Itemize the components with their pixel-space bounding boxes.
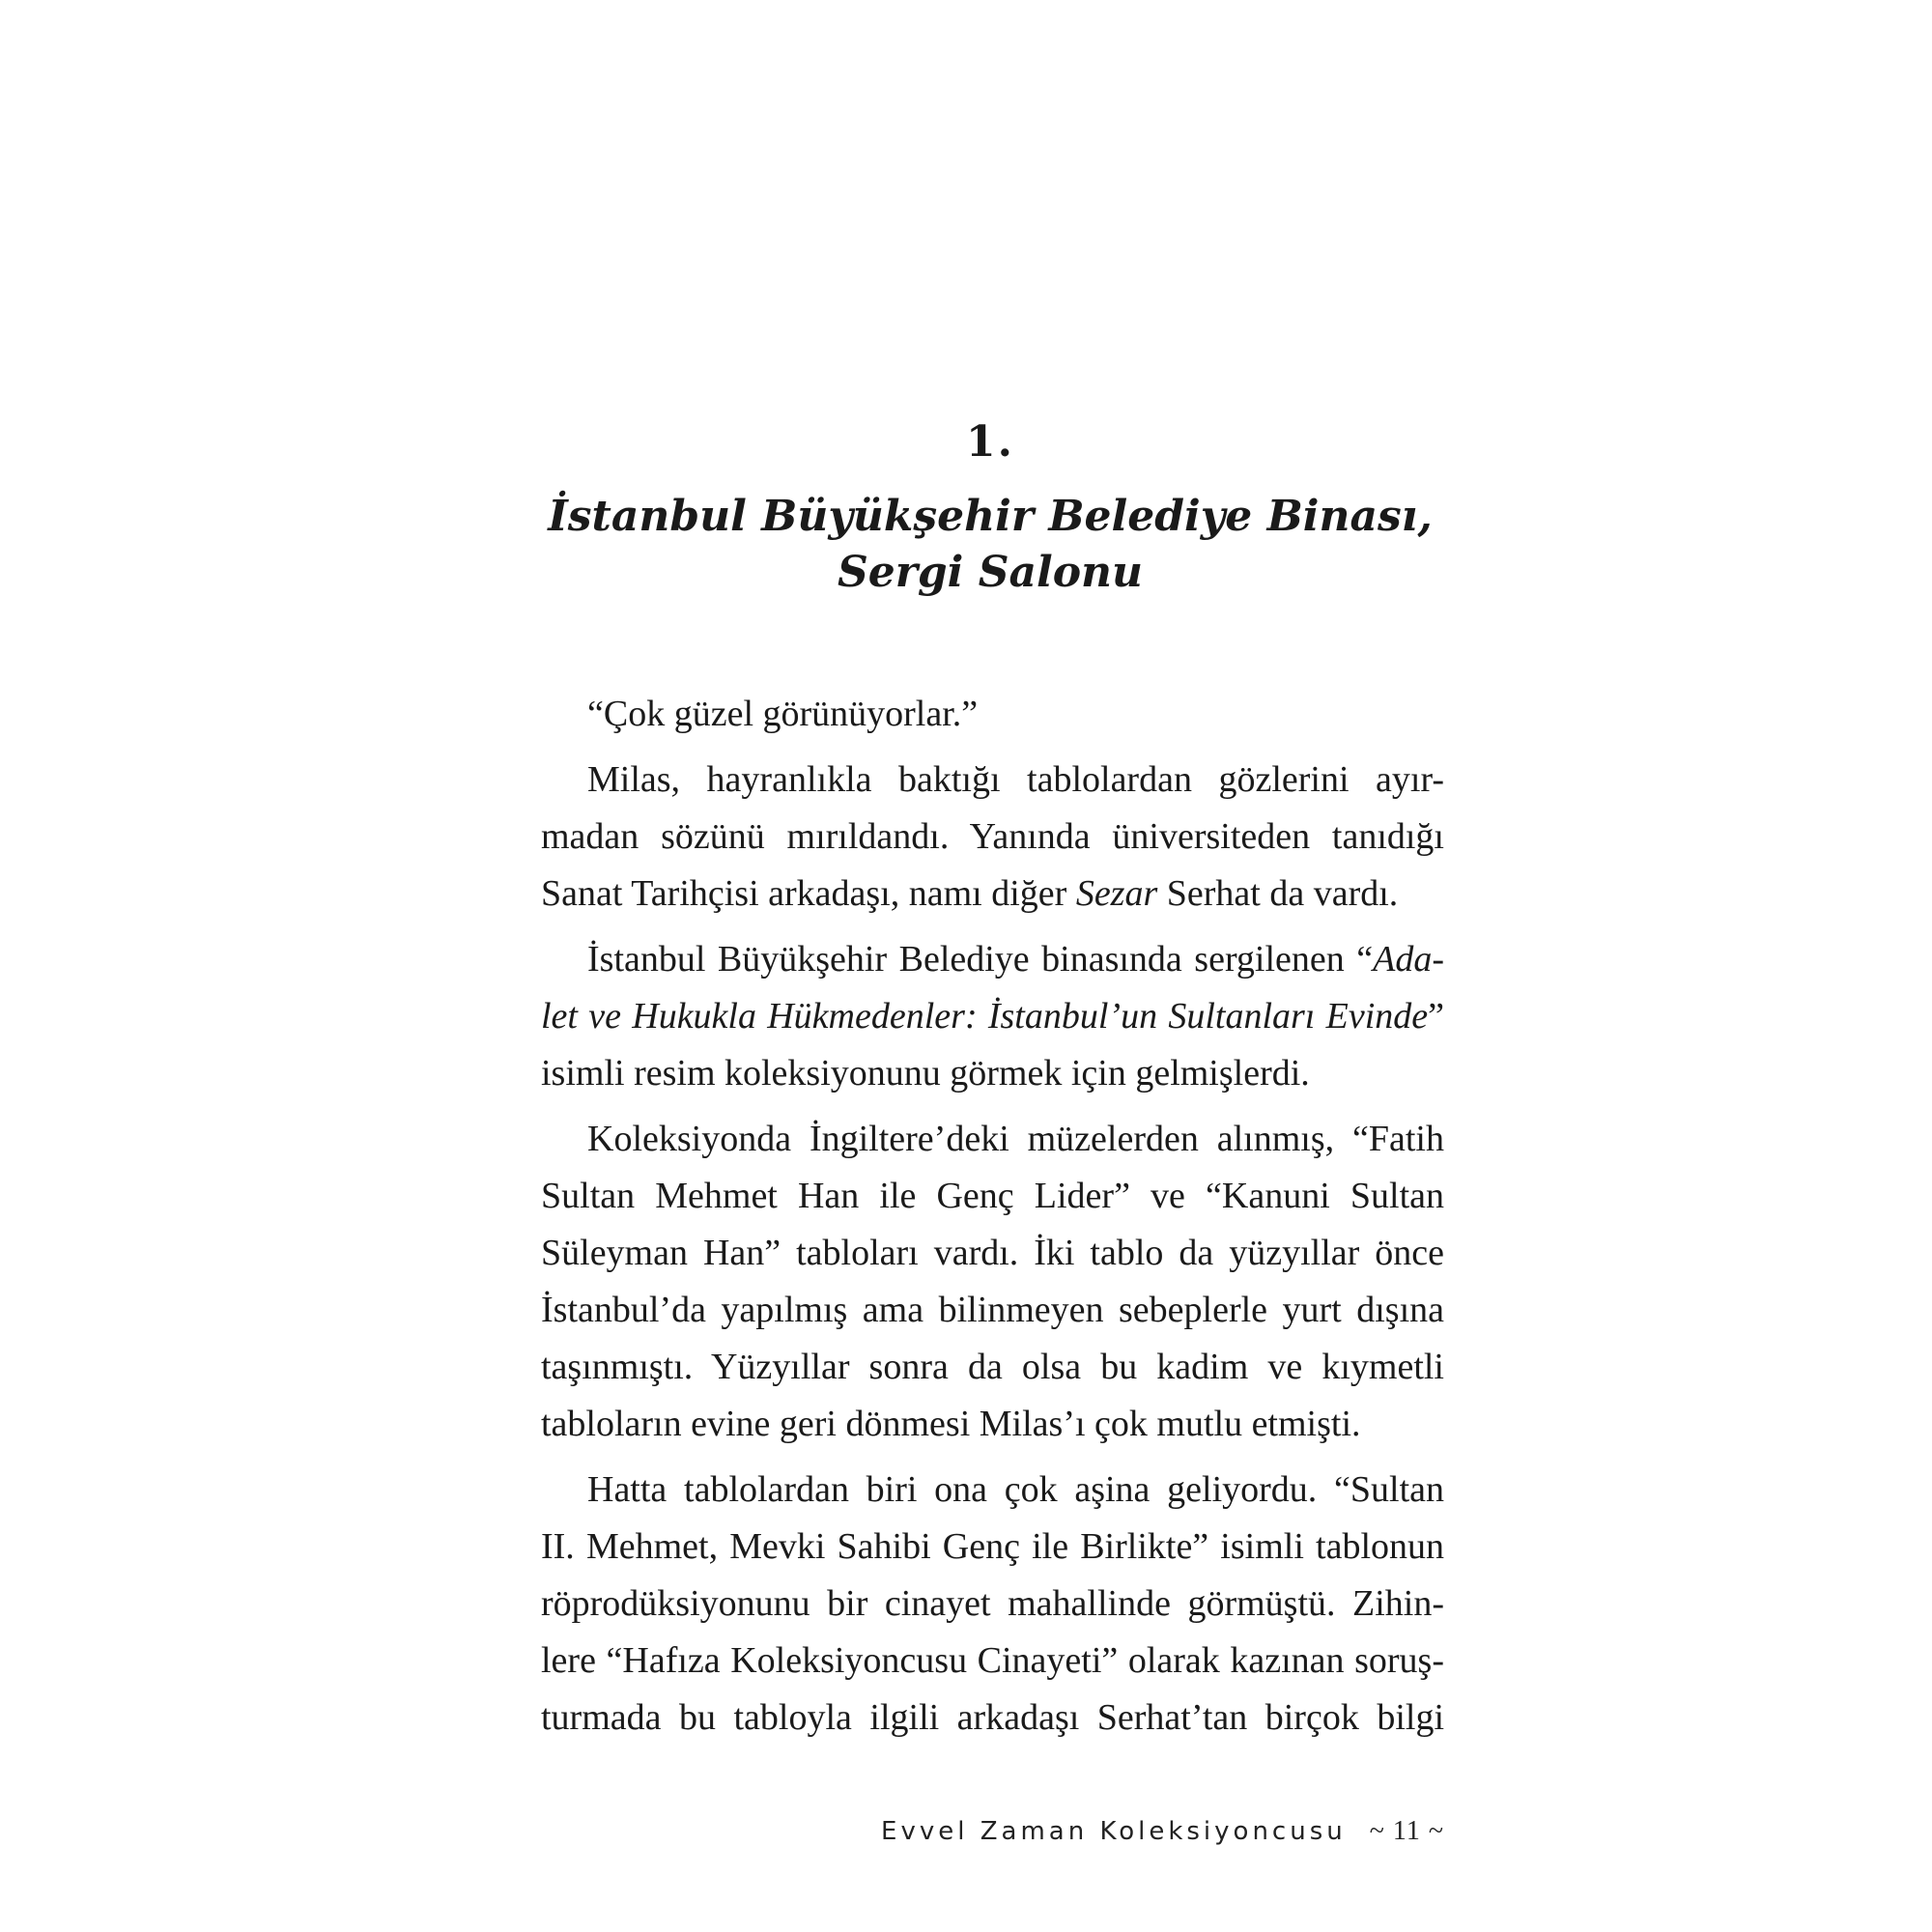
paragraph-line: Sanat Tarihçisi arkadaşı, namı diğer Sezar Serhat da vardı. (541, 873, 1399, 914)
paragraph-4 (541, 1111, 1444, 1453)
running-title: Evvel Zaman Koleksiyoncusu (881, 1817, 1347, 1846)
emphasis-text: Sezar (1075, 873, 1158, 914)
paragraph-line: turmada bu tabloyla ilgili arkadaşı Serhat’tan birçok bilgi (541, 1697, 1444, 1738)
page-number: ~ 11 ~ (1369, 1816, 1444, 1846)
paragraph-line: let ve Hukukla Hükmedenler: İstanbul’un Sultanları Evinde” (541, 996, 1444, 1037)
paragraph-3 (541, 931, 1444, 1102)
chapter-title (522, 489, 1459, 601)
paragraph-line: Sultan Mehmet Han ile Genç Lider” ve “Kanuni Sultan (541, 1176, 1444, 1216)
paragraph-line: taşınmıştı. Yüzyıllar sonra da olsa bu kadim ve kıymetli (541, 1347, 1444, 1387)
paragraph-5 (541, 1462, 1444, 1747)
paragraph-line: isimli resim koleksiyonunu görmek için gelmişlerdi. (541, 1053, 1310, 1094)
chapter-title-line-2: Sergi Salonu (837, 548, 1144, 597)
paragraph-line: Hatta tablolardan biri ona çok aşina geliyordu. “Sultan (587, 1469, 1444, 1510)
emphasis-text: Ada- (1373, 939, 1444, 980)
paragraph-line: “Çok güzel görünüyorlar.” (587, 694, 979, 734)
chapter-title-line-1: İstanbul Büyükşehir Belediye Binası, (548, 492, 1433, 541)
paragraph-line: tabloların evine geri dönmesi Milas’ı çok mutlu etmişti. (541, 1404, 1361, 1444)
emphasis-text: let ve Hukukla Hükmedenler: İstanbul’un Sultanları Evinde (541, 996, 1429, 1037)
paragraph-line: İstanbul’da yapılmış ama bilinmeyen sebeplerle yurt dışına (541, 1290, 1444, 1330)
body-text (541, 686, 1444, 1755)
paragraph-line: röprodüksiyonunu bir cinayet mahallinde görmüştü. Zihin- (541, 1583, 1444, 1624)
paragraph-line: Milas, hayranlıkla baktığı tablolardan gözlerini ayır- (587, 759, 1444, 800)
paragraph-line: İstanbul Büyükşehir Belediye binasında sergilenen “Ada- (587, 939, 1444, 980)
paragraph-line: madan sözünü mırıldandı. Yanında üniversiteden tanıdığı (541, 816, 1444, 857)
paragraph-line: Süleyman Han” tabloları vardı. İki tablo da yüzyıllar önce (541, 1233, 1444, 1273)
page-footer (869, 1816, 1444, 1847)
paragraph-line: lere “Hafıza Koleksiyoncusu Cinayeti” olarak kazınan soruş- (541, 1640, 1444, 1681)
chapter-number: 1. (966, 417, 1014, 467)
paragraph-line: II. Mehmet, Mevki Sahibi Genç ile Birlikte” isimli tablonun (541, 1526, 1444, 1567)
paragraph-2 (541, 752, 1444, 923)
paragraph-line: Koleksiyonda İngiltere’deki müzelerden alınmış, “Fatih (587, 1119, 1444, 1159)
paragraph-1 (541, 686, 1444, 743)
